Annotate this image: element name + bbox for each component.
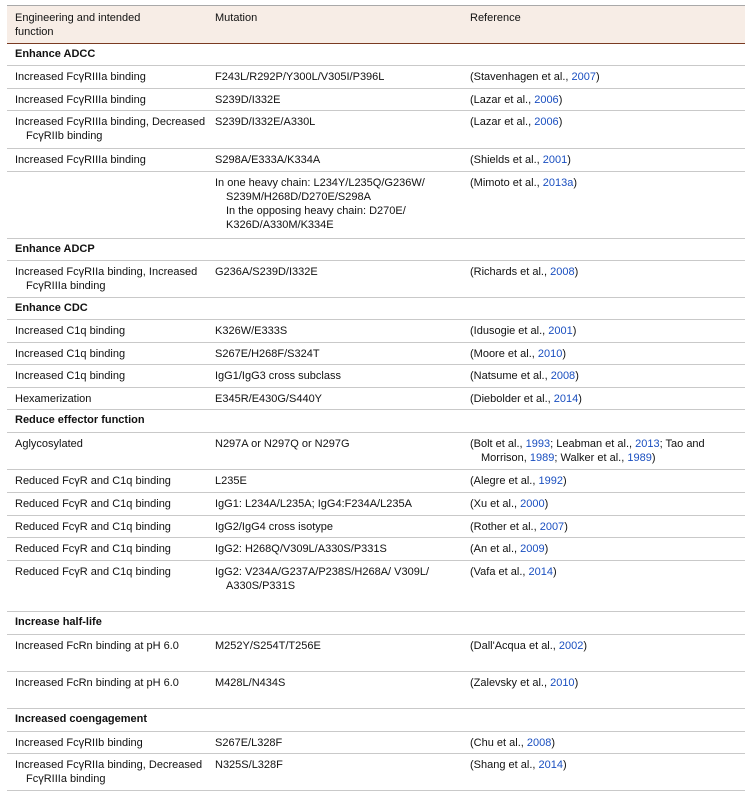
citation-year-link[interactable]: 2006 xyxy=(534,94,559,106)
mutation-cell: S239D/I332E/A330L xyxy=(215,116,316,128)
reference-cell: (Richards et al., 2008) xyxy=(470,266,579,278)
citation-year-link[interactable]: 2010 xyxy=(550,677,575,689)
function-cell: Increased C1q binding xyxy=(15,370,126,382)
function-cell: Increased FcγRIIIa binding xyxy=(15,71,146,83)
header-reference: Reference xyxy=(470,12,521,24)
reference-cell: (Idusogie et al., 2001) xyxy=(470,325,577,337)
citation-year-link[interactable]: 1989 xyxy=(627,452,652,464)
mutation-cell: S267E/H268F/S324T xyxy=(215,348,320,360)
table-row xyxy=(7,66,745,89)
citation-year-link[interactable]: 2007 xyxy=(539,521,565,533)
reference-cell: (Vafa et al., 2014) xyxy=(470,566,557,578)
reference-cell: (Dall'Acqua et al., 2002) xyxy=(470,640,588,652)
function-cell: Increased FcγRIIIa binding xyxy=(15,154,146,166)
function-cell: Reduced FcγR and C1q binding xyxy=(15,498,171,510)
fc-engineering-table xyxy=(7,5,745,791)
table-row xyxy=(7,388,745,410)
reference-cell: (Chu et al., 2008) xyxy=(470,737,556,749)
table-row xyxy=(7,261,745,298)
function-cell: Increased C1q binding xyxy=(15,348,126,360)
header-mutation: Mutation xyxy=(215,12,258,24)
citation-year-link[interactable]: 2010 xyxy=(537,348,563,360)
reference-cell: (Xu et al., 2000) xyxy=(470,498,549,510)
reference-cell: (Rother et al., 2007) xyxy=(470,521,568,533)
citation-year-link[interactable]: 2009 xyxy=(520,543,545,555)
mutation-cell: M428L/N434S xyxy=(215,677,286,689)
section-heading xyxy=(7,239,745,261)
table-row xyxy=(7,538,745,561)
function-cell: Increased FcγRIIb binding xyxy=(15,737,143,749)
section-label: Reduce effector function xyxy=(15,414,145,426)
citation-year-link[interactable]: 1993 xyxy=(525,438,551,450)
citation-year-link[interactable]: 2008 xyxy=(550,370,576,382)
citation-year-link[interactable]: 2008 xyxy=(526,737,552,749)
citation-year-link[interactable]: 1992 xyxy=(538,475,563,487)
function-cell: Increased FcRn binding at pH 6.0 xyxy=(15,640,179,652)
reference-cell: (Lazar et al., 2006) xyxy=(470,94,563,106)
citation-year-link[interactable]: 1989 xyxy=(529,452,555,464)
table-row xyxy=(7,89,745,111)
table-row xyxy=(7,320,745,343)
table-row xyxy=(7,172,745,239)
mutation-cell: N325S/L328F xyxy=(215,759,283,771)
citation-year-link[interactable]: 2007 xyxy=(571,71,596,83)
section-label: Enhance ADCP xyxy=(15,243,95,255)
reference-cell: (Bolt et al., 1993; Leabman et al., 2013; Tao and Morrison, 1989; Walker et al., 1989) xyxy=(470,438,705,464)
citation-year-link[interactable]: 2008 xyxy=(550,266,575,278)
table-row xyxy=(7,470,745,493)
mutation-cell: IgG1/IgG3 cross subclass xyxy=(215,370,341,382)
citation-year-link[interactable]: 2006 xyxy=(534,116,559,128)
table-row xyxy=(7,343,745,365)
reference-cell: (Mimoto et al., 2013a) xyxy=(470,177,578,189)
mutation-cell: L235E xyxy=(215,475,247,487)
section-heading xyxy=(7,410,745,433)
header-function: Engineering and intended function xyxy=(15,12,141,38)
table-row xyxy=(7,561,745,612)
table-row xyxy=(7,365,745,388)
table-row xyxy=(7,635,745,672)
table-header xyxy=(7,5,745,44)
section-label: Increased coengagement xyxy=(15,713,148,725)
reference-cell: (Stavenhagen et al., 2007) xyxy=(470,71,600,83)
section-heading xyxy=(7,612,745,635)
section-label: Enhance CDC xyxy=(15,302,88,314)
citation-year-link[interactable]: 2014 xyxy=(528,566,553,578)
mutation-cell: IgG1: L234A/L235A; IgG4:F234A/L235A xyxy=(215,498,412,510)
function-cell: Aglycosylated xyxy=(15,438,83,450)
section-label: Enhance ADCC xyxy=(15,48,96,60)
function-cell: Reduced FcγR and C1q binding xyxy=(15,543,171,555)
function-cell: Hexamerization xyxy=(15,393,92,405)
function-cell: Reduced FcγR and C1q binding xyxy=(15,475,171,487)
citation-year-link[interactable]: 2002 xyxy=(558,640,584,652)
table-row xyxy=(7,754,745,791)
mutation-cell: F243L/R292P/Y300L/V305I/P396L xyxy=(215,71,385,83)
reference-cell: (Moore et al., 2010) xyxy=(470,348,567,360)
function-cell: Increased FcγRIIIa binding xyxy=(15,94,146,106)
citation-year-link[interactable]: 2001 xyxy=(542,154,568,166)
citation-year-link[interactable]: 2013 xyxy=(635,438,660,450)
function-cell: Reduced FcγR and C1q binding xyxy=(15,521,171,533)
citation-year-link[interactable]: 2000 xyxy=(520,498,545,510)
citation-year-link[interactable]: 2013a xyxy=(542,177,574,189)
table-row xyxy=(7,433,745,470)
mutation-cell: IgG2: H268Q/V309L/A330S/P331S xyxy=(215,543,387,555)
function-cell: Increased FcγRIIa binding, Increased FcγRIIIa binding xyxy=(15,266,198,292)
function-cell: Increased FcγRIIIa binding, Decreased FcγRIIb binding xyxy=(15,116,206,142)
reference-cell: (Shields et al., 2001) xyxy=(470,154,571,166)
table-row xyxy=(7,493,745,516)
mutation-cell: S239D/I332E xyxy=(215,94,281,106)
mutation-cell: S298A/E333A/K334A xyxy=(215,154,321,166)
mutation-cell: E345R/E430G/S440Y xyxy=(215,393,323,405)
reference-cell: (Natsume et al., 2008) xyxy=(470,370,579,382)
reference-cell: (Zalevsky et al., 2010) xyxy=(470,677,579,689)
reference-cell: (Shang et al., 2014) xyxy=(470,759,567,771)
function-cell: Increased FcRn binding at pH 6.0 xyxy=(15,677,179,689)
function-cell: Increased C1q binding xyxy=(15,325,126,337)
citation-year-link[interactable]: 2014 xyxy=(538,759,563,771)
section-heading xyxy=(7,44,745,66)
reference-cell: (An et al., 2009) xyxy=(470,543,549,555)
mutation-cell: S267E/L328F xyxy=(215,737,283,749)
mutation-cell: In one heavy chain: L234Y/L235Q/G236W/ S239M/H268D/D270E/S298A In the opposing heavy chain: D270E/ K326D/A330M/K334E xyxy=(215,177,425,231)
mutation-cell: G236A/S239D/I332E xyxy=(215,266,318,278)
section-label: Increase half-life xyxy=(15,616,102,628)
table-row xyxy=(7,672,745,709)
reference-cell: (Alegre et al., 1992) xyxy=(470,475,567,487)
mutation-cell: M252Y/S254T/T256E xyxy=(215,640,321,652)
mutation-cell: IgG2: V234A/G237A/P238S/H268A/ V309L/ A330S/P331S xyxy=(215,566,430,592)
mutation-cell: IgG2/IgG4 cross isotype xyxy=(215,521,333,533)
table-row xyxy=(7,111,745,149)
table-row xyxy=(7,516,745,538)
mutation-cell: K326W/E333S xyxy=(215,325,288,337)
citation-year-link[interactable]: 2014 xyxy=(553,393,579,405)
table-row xyxy=(7,732,745,754)
table-row xyxy=(7,149,745,172)
section-heading xyxy=(7,298,745,320)
table-body xyxy=(7,44,745,791)
function-cell: Reduced FcγR and C1q binding xyxy=(15,566,171,578)
mutation-cell: N297A or N297Q or N297G xyxy=(215,438,350,450)
reference-cell: (Diebolder et al., 2014) xyxy=(470,393,582,405)
function-cell: Increased FcγRIIa binding, Decreased FcγRIIIa binding xyxy=(15,759,203,785)
reference-cell: (Lazar et al., 2006) xyxy=(470,116,563,128)
citation-year-link[interactable]: 2001 xyxy=(548,325,573,337)
section-heading xyxy=(7,709,745,732)
